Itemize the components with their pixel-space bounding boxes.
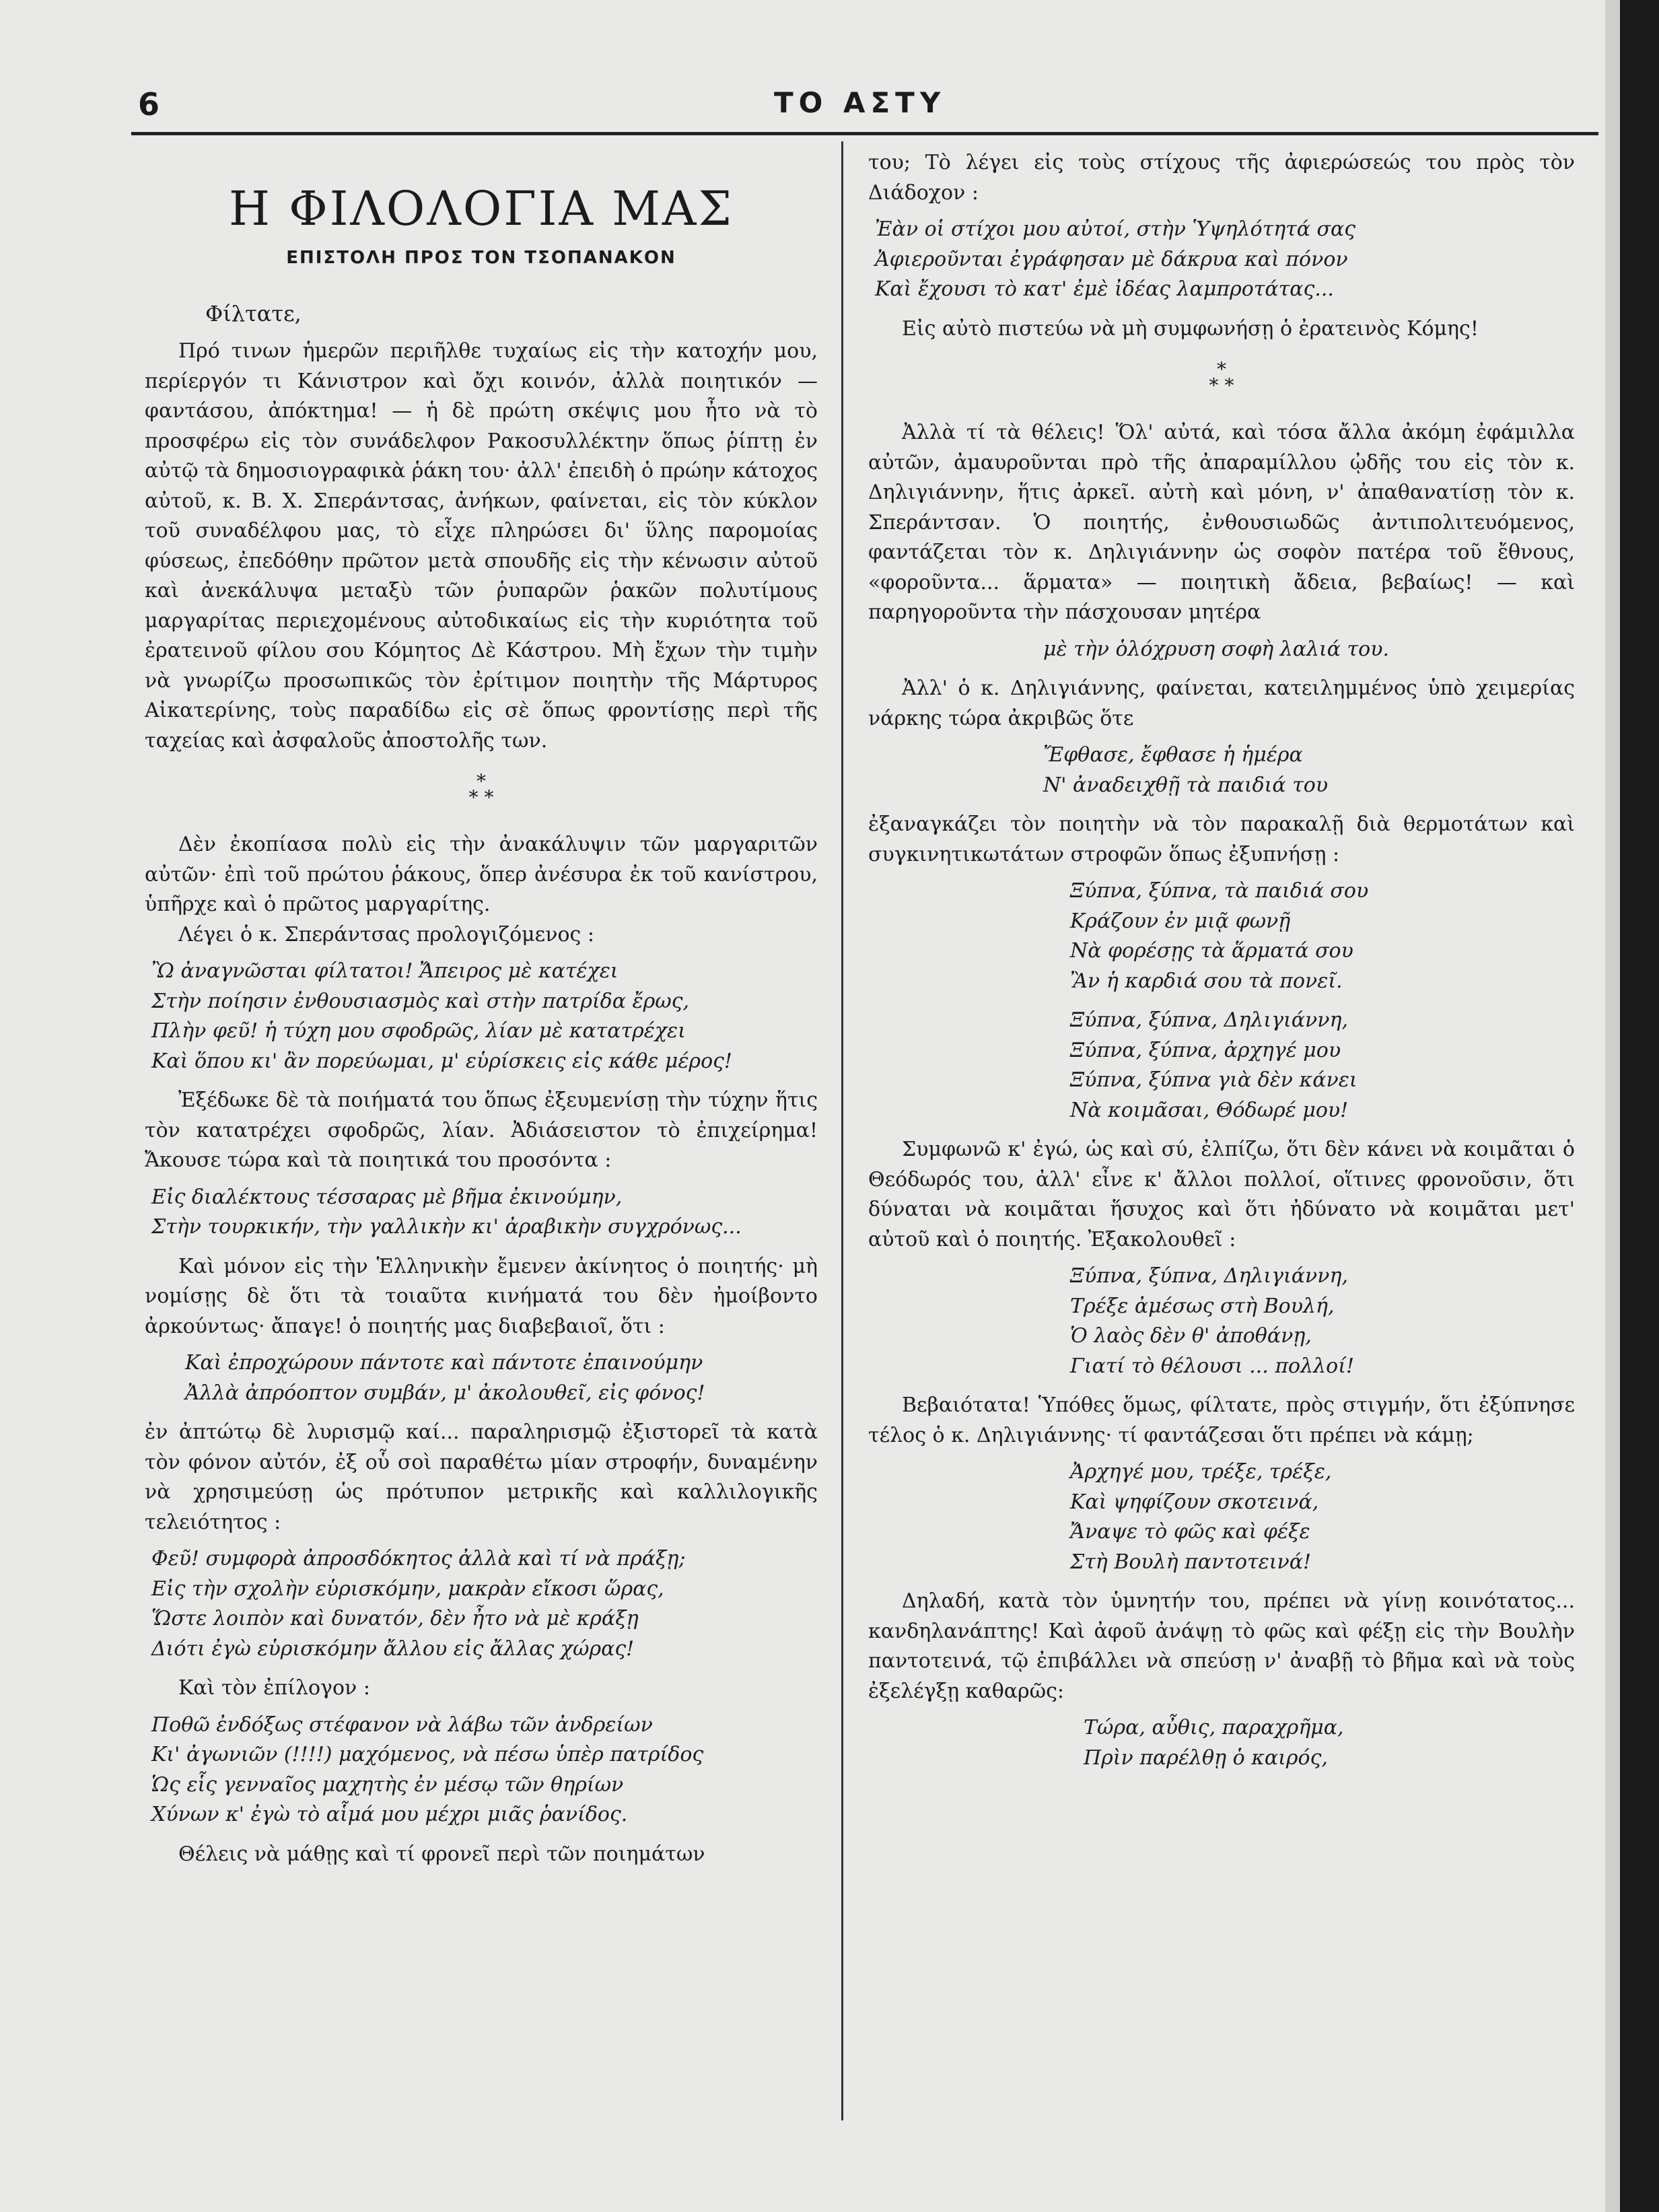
verse-block: [868, 876, 1575, 996]
verse-line: Νὰ φορέσῃς τὰ ἅρματά σου: [1070, 939, 1353, 963]
verse-block: [868, 1713, 1575, 1773]
paragraph: του; Τὸ λέγει εἰς τοὺς στίχους τῆς ἀφιερώσεώς του πρὸς τὸν Διάδοχον :: [868, 151, 1575, 205]
article-subtitle: ΕΠΙΣΤΟΛΗ ΠΡΟΣ ΤΟΝ ΤΣΟΠΑΝΑΚΟΝ: [286, 248, 676, 268]
verse-block: [868, 1261, 1575, 1381]
column-divider: [841, 141, 843, 2120]
verse-line: Ὥστε λοιπὸν καὶ δυνατόν, δὲν ἦτο νὰ μὲ κράξῃ: [151, 1607, 639, 1630]
section-stars: * * *: [1209, 358, 1234, 396]
verse-line: Στὴ Βουλὴ παντοτεινά!: [1070, 1550, 1312, 1574]
paragraph: Θέλεις νὰ μάθῃς καὶ τί φρονεῖ περὶ τῶν ποιημάτων: [178, 1842, 705, 1866]
verse-line: Ἐὰν οἱ στίχοι μου αὐτοί, στὴν Ὑψηλότητά σας: [875, 217, 1356, 241]
verse-line: Ξύπνα, ξύπνα, Δηλιγιάννη,: [1070, 1008, 1349, 1032]
verse-line: Ἀλλὰ ἀπρόοπτον συμβάν, μ' ἀκολουθεῖ, εἰς φόνος!: [185, 1381, 705, 1405]
verse-line: Καὶ ἔχουσι τὸ κατ' ἐμὲ ἰδέας λαμπροτάτας...: [875, 277, 1334, 301]
greeting: Φίλτατε,: [205, 300, 302, 326]
verse-line: Τρέξε ἀμέσως στὴ Βουλή,: [1070, 1294, 1335, 1318]
article-title: Η ΦΙΛΟΛΟΓΙΑ ΜΑΣ: [229, 181, 734, 236]
paragraph: Ἐξέδωκε δὲ τὰ ποιήματά του ὅπως ἐξευμενίσῃ τὴν τύχην ἥτις τὸν κατατρέχει σφοδρῶς, λίαν. Ἀδιάσειστον τὸ ἐπιχείρημα! Ἄκουσε τώρα καὶ τὰ ποιητικά του προσόντα :: [145, 1088, 818, 1172]
verse-line: Τώρα, αὖθις, παραχρῆμα,: [1084, 1716, 1344, 1739]
paragraph: Ἀλλ' ὁ κ. Δηλιγιάννης, φαίνεται, κατειλημμένος ὑπὸ χειμερίας νάρκης τώρα ἀκριβῶς ὅτε: [868, 677, 1575, 730]
paragraph: ἐν ἀπτώτῳ δὲ λυρισμῷ καί... παραληρισμῷ ἐξιστορεῖ τὰ κατὰ τὸν φόνον αὐτόν, ἐξ οὗ σοὶ παραθέτω μίαν στροφήν, δυναμένην νὰ χρησιμεύσῃ ὡς πρότυπον μετρικῆς καὶ καλλιλογικῆς τελειότητος :: [145, 1420, 818, 1534]
verse-line: Ξύπνα, ξύπνα, Δηλιγιάννη,: [1070, 1264, 1349, 1288]
right-column: [868, 148, 1575, 1783]
verse-line: Φεῦ! συμφορὰ ἀπροσδόκητος ἀλλὰ καὶ τί νὰ πράξῃ;: [151, 1547, 686, 1570]
paragraph: Συμφωνῶ κ' ἐγώ, ὡς καὶ σύ, ἐλπίζω, ὅτι δὲν κάνει νὰ κοιμᾶται ὁ Θεόδωρός του, ἀλλ' εἶνε κ' ἄλλοι πολλοί, οἵτινες φρονοῦσιν, ὅτι δύναται νὰ κοιμᾶται ἥσυχος καὶ ὅτι ἠδύνατο νὰ κοιμᾶται μετ' αὐτοῦ καὶ ὁ ποιητής. Ἐξακολουθεῖ :: [868, 1138, 1575, 1251]
paragraph: Δηλαδή, κατὰ τὸν ὑμνητήν του, πρέπει νὰ γίνῃ κοινότατος... κανδηλανάπτης! Καὶ ἀφοῦ ἀνάψῃ τὸ φῶς καὶ φέξῃ εἰς τὴν Βουλὴν παντοτεινά, τῷ ἐπιβάλλει νὰ σπεύσῃ ν' ἀναβῇ τὸ βῆμα καὶ νὰ τοὺς ἐξελέγξῃ καθαρῶς:: [868, 1589, 1575, 1703]
paragraph: Ἀλλὰ τί τὰ θέλεις! Ὅλ' αὐτά, καὶ τόσα ἄλλα ἀκόμη ἐφάμιλλα αὐτῶν, ἀμαυροῦνται πρὸ τῆς ἀπαραμίλλου ᾠδῆς του εἰς τὸν κ. Δηλιγιάννην, ἥτις ἀρκεῖ. αὐτὴ καὶ μόνη, ν' ἀπαθανατίσῃ τὸν κ. Σπεράντσαν. Ὁ ποιητής, ἐνθουσιωδῶς ἀντιπολιτευόμενος, φαντάζεται τὸν κ. Δηλιγιάννην ὡς σοφὸν πατέρα τοῦ ἔθνους, «φοροῦντα... ἅρματα» — ποιητικὴ ἄδεια, βεβαίως! — καὶ παρηγοροῦντα τὴν πάσχουσαν μητέρα: [868, 421, 1575, 624]
header-rule: [131, 132, 1598, 135]
paragraph: Καὶ μόνον εἰς τὴν Ἑλληνικὴν ἔμενεν ἀκίνητος ὁ ποιητής· μὴ νομίσῃς δὲ ὅτι τὰ τοιαῦτα κινήματά του δὲν ἠμοίβοντο ἀρκούντως· ἄπαγε! ὁ ποιητής μας διαβεβαιοῖ, ὅτι :: [145, 1254, 818, 1338]
left-column: [145, 148, 818, 1869]
verse-line: Εἰς τὴν σχολὴν εὑρισκόμην, μακρὰν εἴκοσι ὥρας,: [151, 1577, 664, 1601]
page-number: 6: [138, 86, 160, 123]
paragraph: Πρό τινων ἡμερῶν περιῆλθε τυχαίως εἰς τὴν κατοχήν μου, περίεργόν τι Κάνιστρον καὶ ὄχι κοινόν, ἀλλὰ ποιητικόν — φαντάσου, ἀπόκτημα! — ἡ δὲ πρώτη σκέψις μου ἦτο νὰ τὸ προσφέρω εἰς τὸν συνάδελφον Ρακοσυλλέκτην ὅπως ῥίπτῃ ἐν αὐτῷ τὰ δημοσιογραφικὰ ῥάκη του· ἀλλ' ἐπειδὴ ὁ πρώην κάτοχος αὐτοῦ, κ. Β. Χ. Σπεράντσας, ἀνήκων, φαίνεται, εἰς τὸν κύκλον τοῦ συναδέλφου μας, τὸ εἶχε πληρώσει δι' ὕλης παρομοίας φύσεως, ἐπεδόθην πρῶτον μετὰ σπουδῆς εἰς τὴν κένωσιν αὐτοῦ καὶ ἀνεκάλυψα μεταξὺ τῶν ῥυπαρῶν ῥακῶν πολυτίμους μαργαρίτας περιεχομένους αὐτοδικαίως εἰς τὴν κυριότητα τοῦ ἐρατεινοῦ φίλου σου Κόμητος Δὲ Κάστρου. Μὴ ἔχων τὴν τιμὴν νὰ γνωρίζω προσωπικῶς τὸν ἐρίτιμον ποιητὴν τῆς Μάρτυρος Αἰκατερίνης, τοὺς παραδίδω εἰς σὲ ὅπως φροντίσῃς περὶ τῆς ταχείας καὶ ἀσφαλοῦς ἀποστολῆς των.: [145, 339, 818, 753]
verse-line: Γιατί τὸ θέλουσι ... πολλοί!: [1070, 1354, 1355, 1378]
verse-line: Ὁ λαὸς δὲν θ' ἀποθάνῃ,: [1070, 1324, 1312, 1348]
verse-line: Ξύπνα, ξύπνα, ἀρχηγέ μου: [1070, 1038, 1341, 1062]
verse-block: [145, 957, 818, 1076]
scan-edge: [1605, 0, 1659, 2212]
verse-block: [145, 1183, 818, 1243]
verse-line: Ἔφθασε, ἔφθασε ἡ ἡμέρα: [1043, 743, 1303, 767]
verse-line: Στὴν τουρκικήν, τὴν γαλλικὴν κι' ἀραβικὴν συγχρόνως...: [151, 1215, 742, 1239]
paragraph: Εἰς αὐτὸ πιστεύω νὰ μὴ συμφωνήσῃ ὁ ἐρατεινὸς Κόμης!: [902, 316, 1479, 341]
verse-line: Ἀφιεροῦνται ἐγράφησαν μὲ δάκρυα καὶ πόνον: [875, 247, 1348, 271]
verse-line: μὲ τὴν ὁλόχρυση σοφὴ λαλιά του.: [1043, 637, 1389, 661]
paragraph: Λέγει ὁ κ. Σπεράντσας προλογιζόμενος :: [178, 922, 594, 946]
verse-block: [145, 1710, 818, 1830]
verse-line: Ξύπνα, ξύπνα, τὰ παιδιά σου: [1070, 879, 1369, 903]
verse-line: Διότι ἐγὼ εὑρισκόμην ἄλλου εἰς ἄλλας χώρας!: [151, 1636, 635, 1661]
paragraph: Δὲν ἐκοπίασα πολὺ εἰς τὴν ἀνακάλυψιν τῶν μαργαριτῶν αὐτῶν· ἐπὶ τοῦ πρώτου ῥάκους, ὅπερ ἀνέσυρα ἐκ τοῦ κανίστρου, ὑπῆρχε καὶ ὁ πρῶτος μαργαρίτης.: [145, 833, 818, 916]
verse-line: Νὰ κοιμᾶσαι, Θόδωρέ μου!: [1070, 1098, 1349, 1122]
newspaper-title: ΤΟ ΑΣΤΥ: [774, 86, 946, 119]
verse-block: [868, 215, 1575, 305]
verse-line: Ἀρχηγέ μου, τρέξε, τρέξε,: [1070, 1460, 1332, 1484]
verse-line: Ξύπνα, ξύπνα γιὰ δὲν κάνει: [1070, 1068, 1357, 1092]
paragraph: Βεβαιότατα! Ὑπόθες ὅμως, φίλτατε, πρὸς στιγμήν, ὅτι ἐξύπνησε τέλος ὁ κ. Δηλιγιάννης· τί φαντάζεσαι ὅτι πρέπει νὰ κάμῃ;: [868, 1393, 1575, 1447]
verse-line: Πρὶν παρέλθῃ ὁ καιρός,: [1084, 1746, 1328, 1770]
verse-line: Χύνων κ' ἐγὼ τὸ αἷμά μου μέχρι μιᾶς ῥανίδος.: [151, 1803, 628, 1826]
verse-line: Ἄναψε τὸ φῶς καὶ φέξε: [1070, 1520, 1310, 1544]
verse-block: [868, 1006, 1575, 1126]
verse-line: Καὶ ὅπου κι' ἂν πορεύωμαι, μ' εὑρίσκεις εἰς κάθε μέρος!: [151, 1049, 732, 1073]
verse-line: Εἰς διαλέκτους τέσσαρας μὲ βῆμα ἐκινούμην,: [151, 1185, 623, 1209]
verse-line: Ποθῶ ἐνδόξως στέφανον νὰ λάβω τῶν ἀνδρείων: [151, 1713, 653, 1737]
paragraph: ἐξαναγκάζει τὸν ποιητὴν νὰ τὸν παρακαλῇ διὰ θερμοτάτων καὶ συγκινητικωτάτων στροφῶν ὅπως ἐξυπνήσῃ :: [868, 813, 1575, 866]
verse-line: Πλὴν φεῦ! ἡ τύχη μου σφοδρῶς, λίαν μὲ κατατρέχει: [151, 1019, 686, 1043]
verse-line: Καὶ ἐπροχώρουν πάντοτε καὶ πάντοτε ἐπαινούμην: [185, 1351, 703, 1375]
verse-block: [868, 740, 1575, 800]
verse-line: Καὶ ψηφίζουν σκοτεινά,: [1070, 1490, 1319, 1514]
verse-line: Ν' ἀναδειχθῇ τὰ παιδιά του: [1043, 773, 1329, 797]
section-stars: * * *: [468, 770, 494, 808]
verse-line: Ὡς εἷς γενναῖος μαχητὴς ἐν μέσῳ τῶν θηρίων: [151, 1772, 624, 1797]
verse-line: Ἂν ἡ καρδιά σου τὰ πονεῖ.: [1070, 969, 1343, 993]
verse-line: Κράζουν ἐν μιᾷ φωνῇ: [1070, 909, 1291, 933]
verse-block: [145, 1348, 818, 1408]
verse-line: Ὢ ἀναγνῶσται φίλτατοι! Ἄπειρος μὲ κατέχει: [151, 959, 619, 983]
verse-block: [868, 635, 1575, 665]
adjacent-page-strip: [1605, 0, 1620, 2212]
verse-line: Στὴν ποίησιν ἐνθουσιασμὸς καὶ στὴν πατρίδα ἔρως,: [151, 989, 690, 1013]
verse-line: Κι' ἀγωνιῶν (!!!!) μαχόμενος, νὰ πέσω ὑπὲρ πατρίδος: [151, 1743, 704, 1766]
verse-block: [868, 1457, 1575, 1577]
paragraph: Καὶ τὸν ἐπίλογον :: [178, 1676, 370, 1700]
verse-block: [145, 1544, 818, 1664]
